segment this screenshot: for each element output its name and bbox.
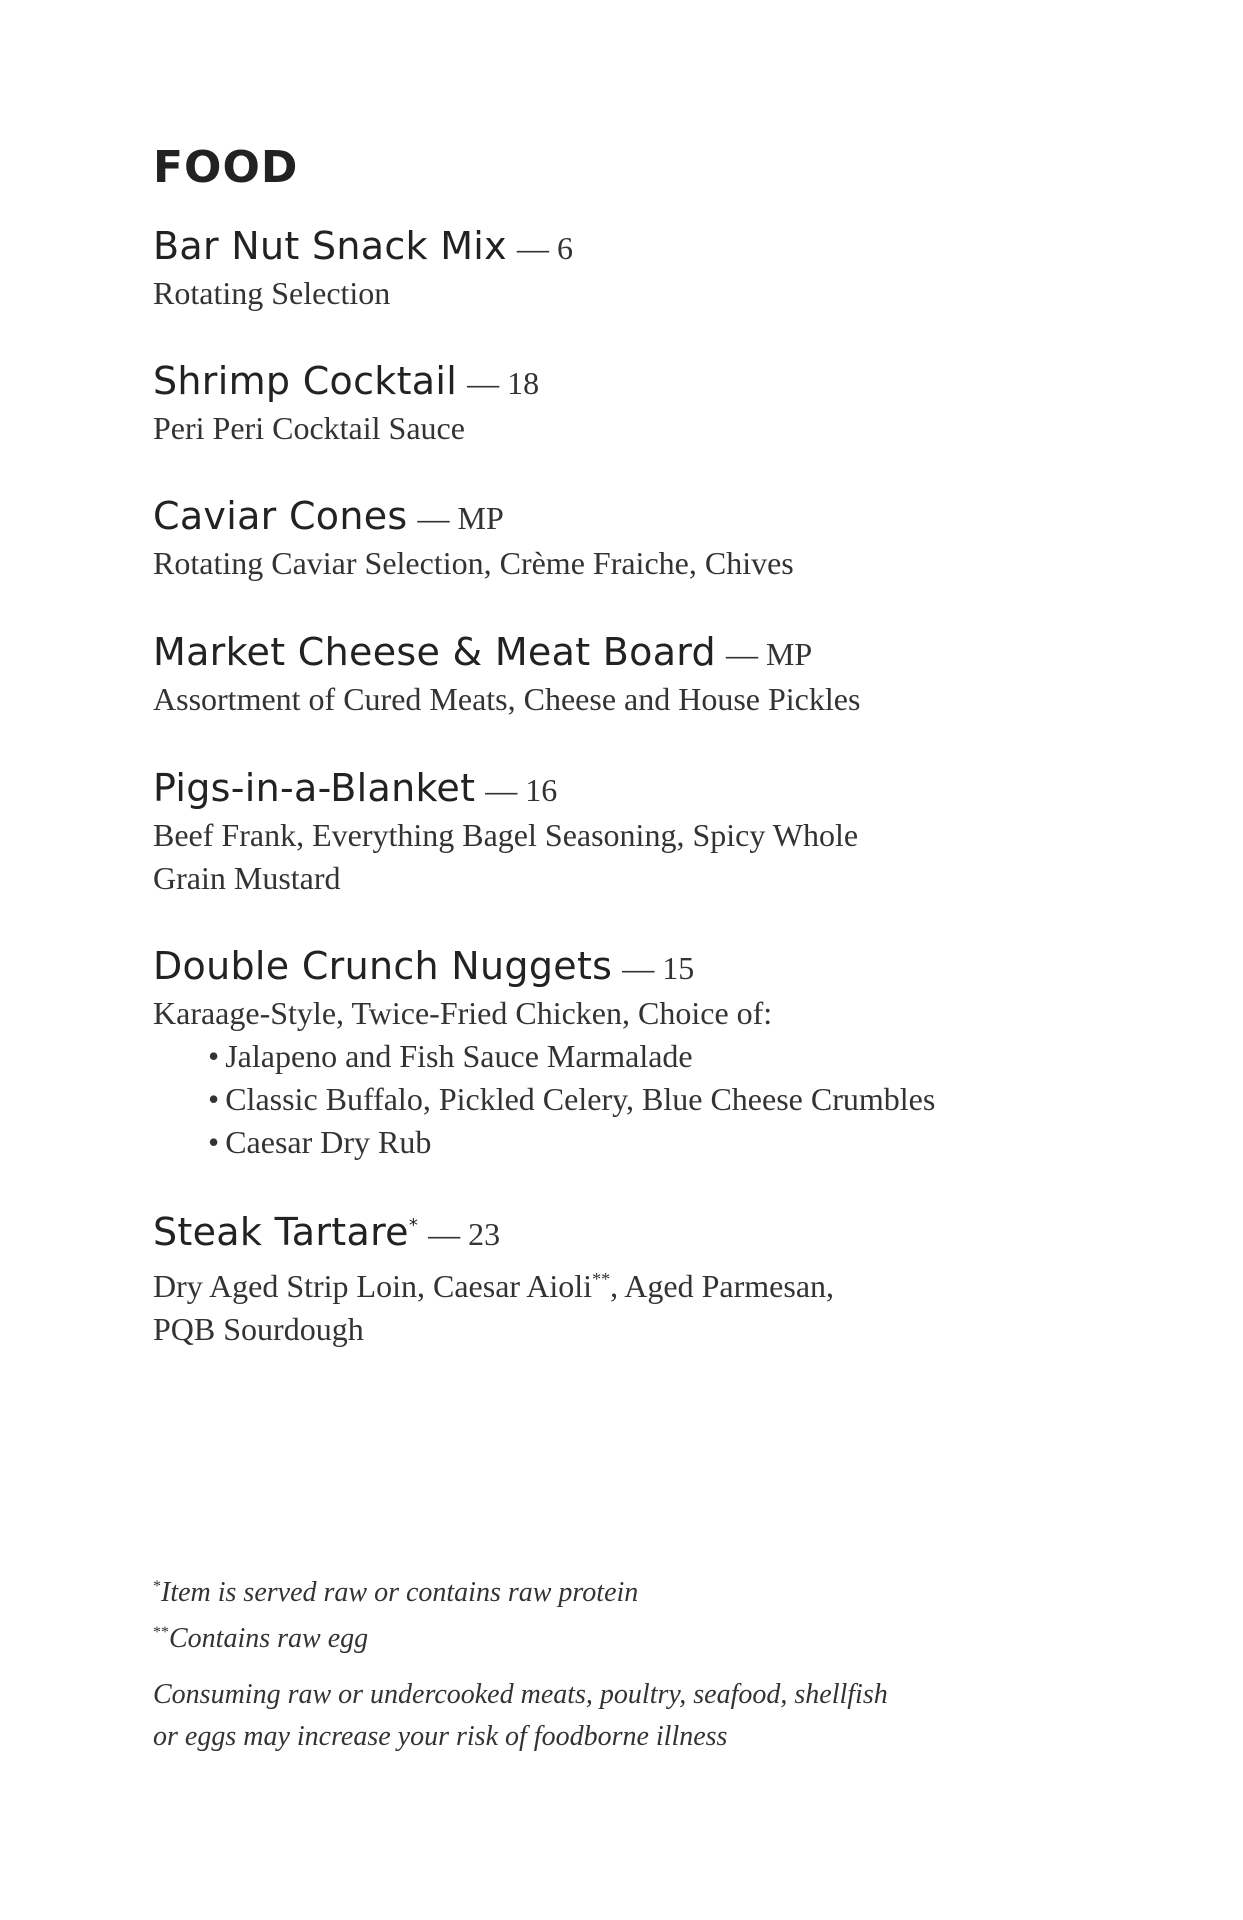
option-item xyxy=(208,1078,1053,1121)
menu-item-name: Caviar Cones xyxy=(153,494,408,538)
option-label: Jalapeno and Fish Sauce Marmalade xyxy=(225,1037,693,1074)
menu-item-name-text: Steak Tartare xyxy=(153,1210,409,1254)
menu-item xyxy=(153,226,1053,315)
price-dash: — xyxy=(622,950,655,986)
menu-item-price: 6 xyxy=(556,230,573,266)
menu-item-name xyxy=(153,1210,418,1254)
menu-item-description: Rotating Caviar Selection, Crème Fraiche, Chives xyxy=(153,544,794,581)
footnotes xyxy=(153,1567,638,1659)
price-dash: — xyxy=(467,365,500,401)
menu-item xyxy=(153,1212,1053,1351)
warning-line: or eggs may increase your risk of foodborne illness xyxy=(153,1721,728,1752)
menu-item-name: Shrimp Cocktail xyxy=(153,359,458,403)
description-line: Beef Frank, Everything Bagel Seasoning, Spicy Whole xyxy=(153,816,859,853)
bullet-icon: • xyxy=(208,1123,220,1160)
footnote-marker: * xyxy=(153,1578,161,1595)
menu-item-description xyxy=(153,1258,1053,1351)
menu-item-price: 15 xyxy=(662,950,695,986)
menu-item-price: MP xyxy=(765,636,813,672)
description-line: PQB Sourdough xyxy=(153,1310,364,1347)
menu-item xyxy=(153,946,1053,1164)
menu-item-description: Karaage-Style, Twice-Fried Chicken, Choice of: xyxy=(153,994,773,1031)
price-dash: — xyxy=(516,230,549,266)
menu-item-title xyxy=(153,946,1053,988)
footnote-text: Item is served raw or contains raw protein xyxy=(161,1577,639,1608)
price-dash: — xyxy=(417,500,450,536)
menu-item xyxy=(153,768,1053,900)
footnote-egg xyxy=(153,1613,638,1659)
menu-item-price: 16 xyxy=(525,772,558,808)
description-text: , Aged Parmesan, xyxy=(610,1267,835,1304)
menu-item-description: Assortment of Cured Meats, Cheese and House Pickles xyxy=(153,680,861,717)
menu-item-title xyxy=(153,226,1053,268)
menu-item-title xyxy=(153,361,1053,403)
description-text: Dry Aged Strip Loin, Caesar Aioli xyxy=(153,1267,593,1304)
menu-item-name: Bar Nut Snack Mix xyxy=(153,224,507,268)
menu-item-price: 23 xyxy=(468,1216,501,1252)
description-line: Grain Mustard xyxy=(153,859,341,896)
section-heading: FOOD xyxy=(153,142,299,193)
menu-item-title xyxy=(153,1212,1053,1254)
option-item xyxy=(208,1121,1053,1164)
menu-item-title xyxy=(153,768,1053,810)
bullet-icon: • xyxy=(208,1037,220,1074)
price-dash: — xyxy=(725,636,758,672)
raw-marker: * xyxy=(408,1215,419,1236)
menu-item xyxy=(153,361,1053,450)
option-item xyxy=(208,1035,1053,1078)
menu-item-name: Market Cheese & Meat Board xyxy=(153,630,716,674)
health-warning xyxy=(153,1674,1053,1758)
egg-marker: ** xyxy=(592,1268,611,1289)
menu-item-price: MP xyxy=(457,500,504,536)
option-label: Caesar Dry Rub xyxy=(225,1123,432,1160)
warning-line: Consuming raw or undercooked meats, poultry, seafood, shellfish xyxy=(153,1679,888,1710)
option-label: Classic Buffalo, Pickled Celery, Blue Cheese Crumbles xyxy=(225,1080,936,1117)
menu-item xyxy=(153,496,1053,585)
footnote-marker: ** xyxy=(153,1624,169,1641)
footnote-text: Contains raw egg xyxy=(169,1623,369,1654)
description-line xyxy=(153,1258,1053,1308)
menu-item-title xyxy=(153,496,1053,538)
menu-item xyxy=(153,632,1053,721)
option-list xyxy=(153,1035,1053,1164)
menu-item-price: 18 xyxy=(507,365,540,401)
menu-item-title xyxy=(153,632,1053,674)
menu-item-description: Rotating Selection xyxy=(153,274,391,311)
price-dash: — xyxy=(485,772,518,808)
menu-item-description xyxy=(153,814,1053,900)
menu-item-description: Peri Peri Cocktail Sauce xyxy=(153,409,465,446)
price-dash: — xyxy=(428,1216,461,1252)
menu-item-name: Double Crunch Nuggets xyxy=(153,944,613,988)
bullet-icon: • xyxy=(208,1080,220,1117)
footnote-raw xyxy=(153,1567,638,1613)
menu-item-name: Pigs-in-a-Blanket xyxy=(153,766,476,810)
